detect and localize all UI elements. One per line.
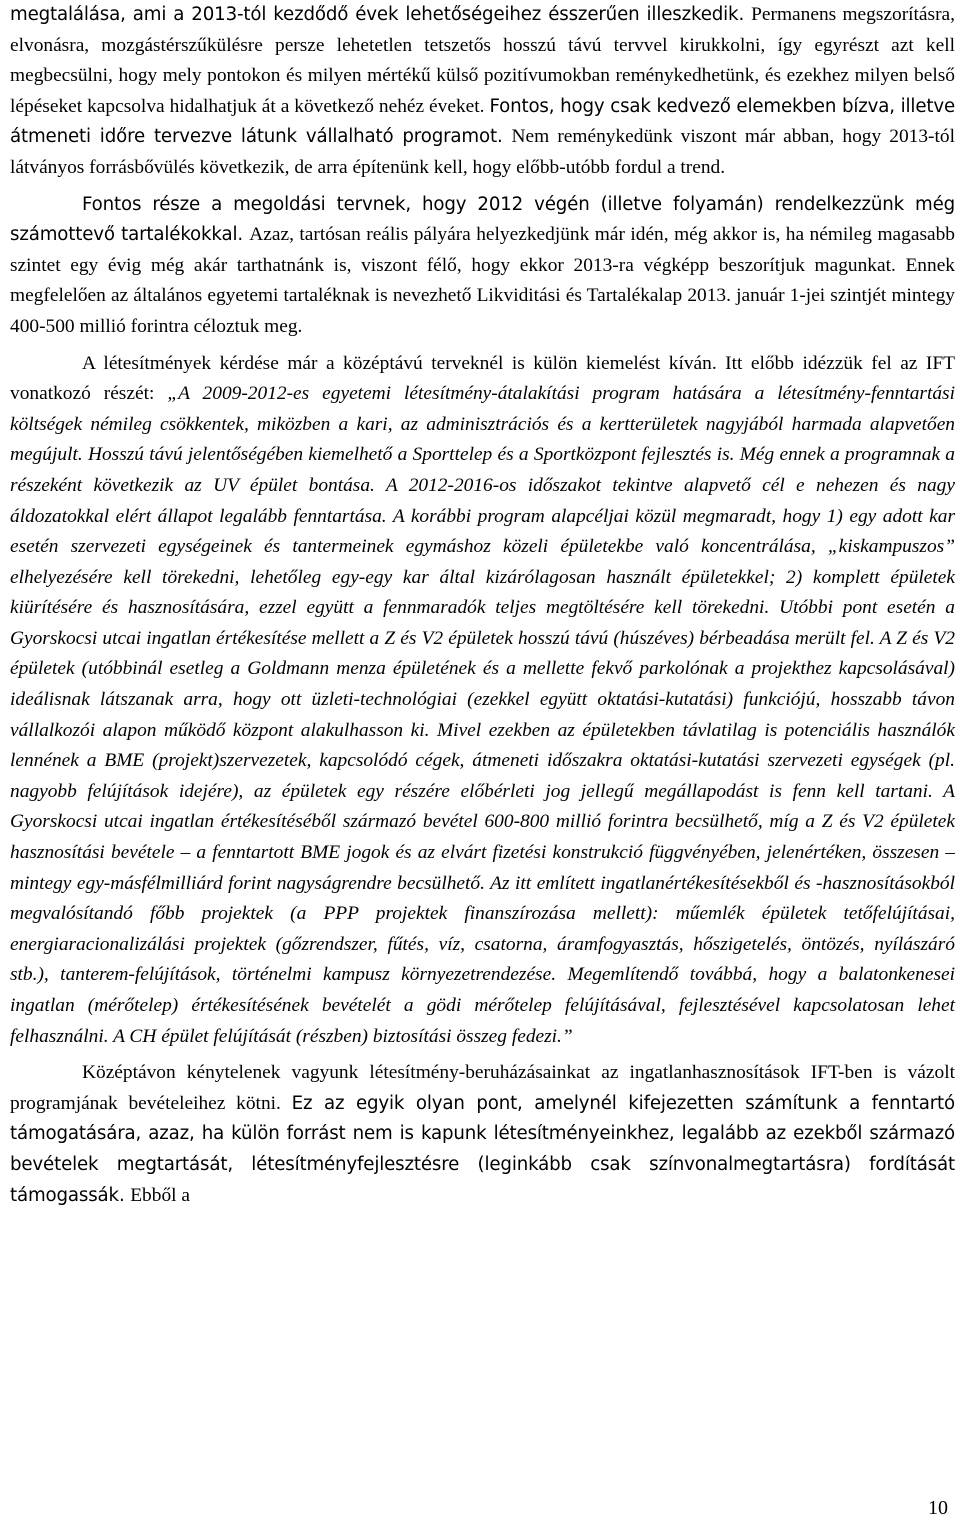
paragraph4-sentence-1: Középtávon kénytelenek vagyunk létesítmény-beruházásainkat az ingatlanhasznosítások IFT-ben is vázolt programjának bevételeihez kötni. (10, 1062, 955, 1114)
paragraph2-sentence-1: Fontos része a megoldási tervnek, hogy 2012 végén (illetve folyamán) rendelkezzünk még számottevő tartalékokkal. (10, 193, 955, 246)
paragraph3-lead: A létesítmények kérdése már a középtávú terveknél is külön kiemelést kíván. Itt előbb idézzük fel az IFT vonatkozó részét: (10, 352, 955, 405)
paragraph4-sentence-2: Ez az egyik olyan pont, amelynél kifejezetten számítunk a fenntartó támogatására, azaz, ha külön forrást nem is kapunk létesítményeinkhez, legalább az ezekből származó bevételek megtartását, létesítményfejlesztésre (leginkább csak színvonalmegtartásra) fordítását támogassák. (10, 1092, 955, 1206)
document-page (10, 0, 955, 1211)
paragraph4-sentence-3: Ebből a (130, 1184, 190, 1206)
paragraph2-sentence-2: Azaz, tartósan reális pályára helyezkedjünk már idén, még akkor is, ha némileg magasabb szintet egy évig még akár tarthatnánk is, viszont félő, hogy ekkor 2013-ra végképp beszorítjuk magunkat. (10, 224, 955, 276)
paragraph-medium-term (10, 1058, 955, 1211)
paragraph2-sentence-3: Ennek megfelelően az általános egyetemi tartaléknak is nevezhető Likviditási és Tartalékalap 2013. január 1-jei szintjét mintegy 400-500 millió forintra céloztuk meg. (10, 254, 955, 337)
paragraph1-sentence-4: Nem reménykedünk viszont már abban, hogy 2013-tól látványos forrásbővülés következik, de arra építenünk kell, hogy előbb-utóbb fordul a trend. (10, 126, 955, 178)
paragraph1-sentence-1: megtalálása, ami a 2013-tól kezdődő évek lehetőségeihez ésszerűen illeszkedik. (10, 4, 752, 25)
paragraph-reserves (10, 190, 955, 343)
paragraph-permanent-constraints (10, 0, 955, 184)
paragraph-facilities (10, 349, 955, 1053)
paragraph1-sentence-3: Fontos, hogy csak kedvező elemekben bízva, illetve átmeneti időre tervezve látunk vállalható programot. (10, 95, 955, 148)
paragraph1-sentence-2: Permanens megszorításra, elvonásra, mozgástérszűkülésre persze lehetetlen tetszetős hosszú távú tervvel kirukkolni, így egyrészt azt kell megbecsülni, hogy mely pontokon és milyen mértékű külső pozitívumokban reménykedhetünk, és ezekhez milyen belső lépéseket kapcsolva hidalhatjuk át a következő nehéz éveket. (10, 4, 955, 117)
ift-quote: „A 2009-2012-es egyetemi létesítmény-átalakítási program hatására a létesítmény-fenntartási költségek némileg csökkentek, miközben a kari, az adminisztrációs és a kertterületek nagyjából harmada alapvetően megújult. Hosszú távú jelentőségében kiemelhető a Sporttelep és a Sportközpont fejlesztés is. Még ennek a programnak a részeként következik az UV épület bontása. A 2012-2016-os időszakot tekintve alapvető cél e nehezen és nagy áldozatokkal elért állapot legalább fenntartása. A korábbi program alapcéljai közül megmaradt, hogy 1) egy adott kar esetén szervezeti egységeinek és tantermeinek egymáshoz közeli épületekbe való koncentrálása, „kiskampuszos” elhelyezésére kell törekedni, lehetőleg egy-egy kar által kizárólagosan használt épületekkel; 2) komplett épületek kiürítésére és hasznosítására, ezzel együtt a fennmaradók teljes megtöltésére kell törekedni. Utóbbi pont esetén a Gyorskocsi utcai ingatlan értékesítése mellett a Z és V2 épületek hosszú távú (húszéves) bérbeadása merült fel. A Z és V2 épületek (utóbbinál esetleg a Goldmann menza épületének és a mellette fekvő parkolónak a projekthez kapcsolásával) ideálisnak látszanak arra, hogy ott üzleti-technológiai (ezekkel együtt oktatási-kutatási) funkciójú, hosszabb távon vállalkozói alapon működő központ alakulhasson ki. Mivel ezekben az épületekben távlatilag is potenciális használók lennének a BME (projekt)szervezetek, kapcsolódó cégek, átmeneti időszakra oktatási-kutatási szervezeti egységek (pl. nagyobb felújítások idejére), az épületek egy részére előbérleti jog jellegű megállapodást is fenn kell tartani. A Gyorskocsi utcai ingatlan értékesítéséből származó bevétel 600-800 millió forintra becsülhető, míg a Z és V2 épületek hasznosítási bevétele – a fenntartott BME jogok és az elvárt fizetési konstrukció függvényében, jelenértéken, összesen – mintegy egy-másfélmilliárd forint nagyságrendre becsülhető. Az itt említett ingatlanértékesítésekből és -hasznosításokból megvalósítandó főbb projektek (a PPP projektek finanszírozása mellett): műemlék épületek tetőfelújításai, energiaracionalizálási projektek (gőzrendszer, fűtés, víz, csatorna, áramfogyasztás, hőszigetelés, öntözés, nyílászáró stb.), tanterem-felújítások, történelmi kampusz környezetrendezése. Megemlítendő továbbá, hogy a balatonkenesei ingatlan (mérőtelep) értékesítésének bevételét a gödi mérőtelep felújításával, fejlesztésével kapcsolatosan lehet felhasználni. A CH épület felújítását (részben) biztosítási összeg fedezi.” (10, 383, 955, 1047)
page-number: 10 (928, 1497, 948, 1519)
